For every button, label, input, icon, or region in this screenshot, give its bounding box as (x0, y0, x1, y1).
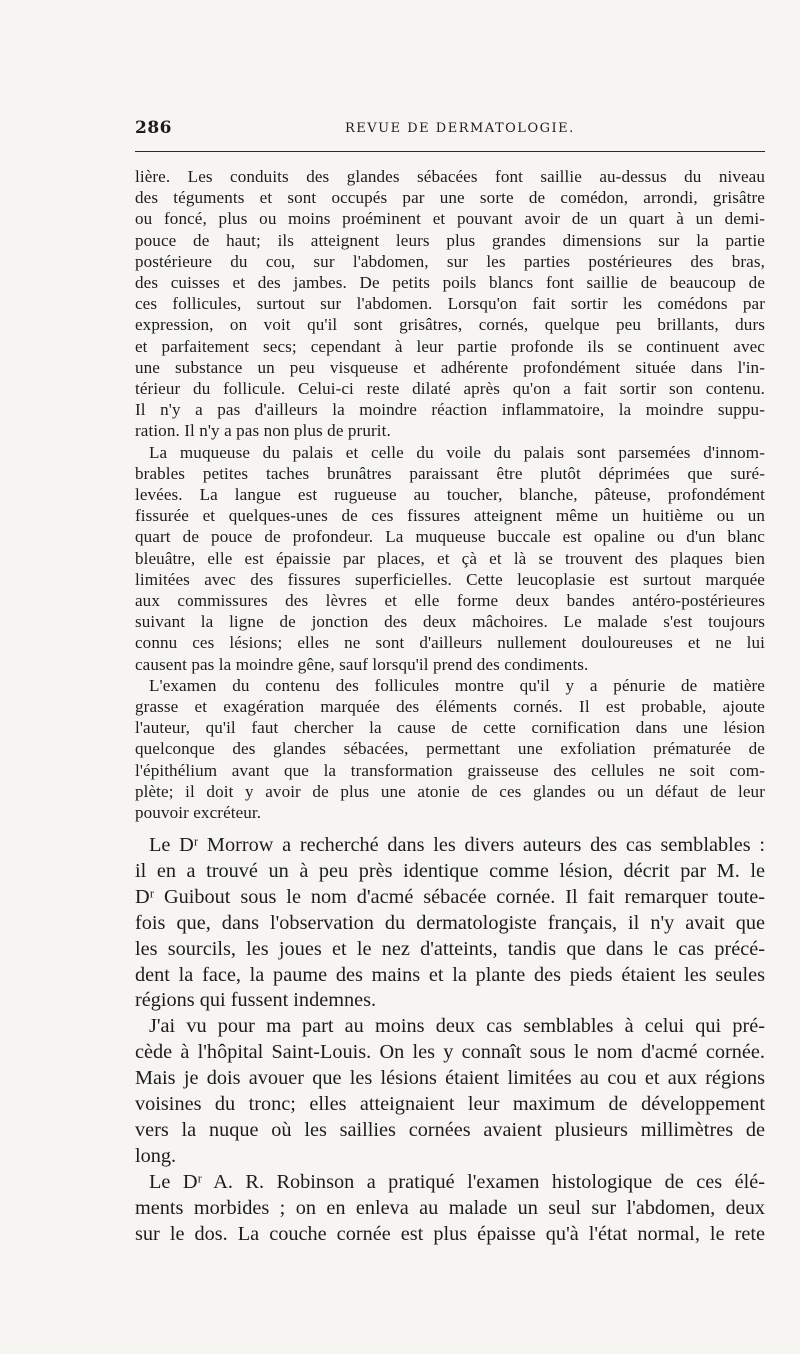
running-title: REVUE DE DERMATOLOGIE. (345, 121, 575, 136)
text-line: grasse et exagération marquée des éléments cornés. Il est probable, ajoute (135, 697, 765, 717)
text-line: Mais je dois avouer que les lésions étaient limitées au cou et aux régions (135, 1067, 765, 1090)
text-line: une substance un peu visqueuse et adhérente profondément située dans l'in- (135, 357, 765, 377)
text-line: dent la face, la paume des mains et la plante des pieds étaient les seules (135, 963, 765, 986)
text-line: pouce de haut; ils atteignent leurs plus grandes dimensions sur la partie (135, 230, 765, 250)
small-print-section (135, 166, 765, 823)
text-line: causent pas la moindre gêne, sauf lorsqu'il prend des condiments. (135, 654, 589, 674)
text-line: levées. La langue est rugueuse au toucher, blanche, pâteuse, profondément (135, 485, 765, 505)
text-line: ou foncé, plus ou moins proéminent et pouvant avoir de un quart à un demi- (135, 209, 765, 229)
text-line: Dʳ Guibout sous le nom d'acmé sébacée cornée. Il fait remarquer toute- (135, 885, 765, 908)
text-line: bleuâtre, elle est épaissie par places, et çà et là se trouvent des plaques bien (135, 548, 765, 568)
paragraph-follicles (135, 166, 765, 442)
text-line: Le Dʳ A. R. Robinson a pratiqué l'examen histologique de ces élé- (149, 1170, 765, 1193)
text-line: térieur du follicule. Celui-ci reste dilaté après qu'on a fait sortir son contenu. (135, 379, 765, 399)
paragraph-robinson (135, 1170, 765, 1248)
text-line: cède à l'hôpital Saint-Louis. On les y connaît sous le nom d'acmé cornée. (135, 1041, 765, 1064)
text-line: limitées avec des fissures superficielles. Cette leucoplasie est surtout marquée (135, 569, 765, 589)
text-line: quart de pouce de profondeur. La muqueuse buccale est opaline ou d'un blanc (135, 527, 765, 547)
text-line: l'épithélium avant que la transformation graisseuse des cellules ne soit com- (135, 760, 765, 780)
text-line: quelconque des glandes sébacées, permettant une exfoliation prématurée de (135, 739, 765, 759)
text-line: Il n'y a pas d'ailleurs la moindre réaction inflammatoire, la moindre suppu- (135, 400, 765, 420)
text-line: ration. Il n'y a pas non plus de prurit. (135, 421, 391, 441)
text-line: vers la nuque où les saillies cornées avaient plusieurs millimètres de (135, 1118, 765, 1141)
text-line: La muqueuse du palais et celle du voile du palais sont parsemées d'innom- (149, 442, 765, 462)
text-line: ments morbides ; on en enleva au malade un seul sur l'abdomen, deux (135, 1196, 765, 1219)
page-number: 286 (135, 118, 172, 138)
text-line: brables petites taches brunâtres paraissant être plutôt déprimées que suré- (135, 463, 765, 483)
page-header (135, 118, 767, 140)
text-line: l'auteur, qu'il faut chercher la cause de cette cornification dans une lésion (135, 718, 765, 738)
text-line: suivant la ligne de jonction des deux mâchoires. Le malade s'est toujours (135, 612, 765, 632)
text-line: aux commissures des lèvres et elle forme deux bandes antéro-postérieures (135, 591, 765, 611)
text-line: fissurée et quelques-unes de ces fissures atteignent même un huitième ou un (135, 506, 765, 526)
text-line: voisines du tronc; elles atteignaient leur maximum de développement (135, 1093, 765, 1116)
text-line: sur le dos. La couche cornée est plus épaisse qu'à l'état normal, le rete (135, 1222, 765, 1245)
text-line: des cuisses et des jambes. De petits poils blancs font saillie de beaucoup de (135, 273, 765, 293)
text-line: J'ai vu pour ma part au moins deux cas semblables à celui qui pré- (149, 1015, 765, 1038)
text-line: L'examen du contenu des follicules montre qu'il y a pénurie de matière (149, 675, 765, 695)
text-line: expression, on voit qu'il sont grisâtres, cornés, quelque peu brillants, durs (135, 315, 765, 335)
text-line: fois que, dans l'observation du dermatologiste français, il n'y avait que (135, 911, 765, 934)
text-line: postérieure du cou, sur l'abdomen, sur les parties postérieures des bras, (135, 251, 765, 271)
text-line: pouvoir excréteur. (135, 803, 262, 823)
text-line: les sourcils, les joues et le nez d'atteints, tandis que dans le cas précé- (135, 937, 765, 960)
body-text-section (135, 833, 765, 1248)
text-line: ces follicules, surtout sur l'abdomen. Lorsqu'on fait sortir les comédons par (135, 294, 765, 314)
text-line: Le Dʳ Morrow a recherché dans les divers auteurs des cas semblables : (149, 834, 765, 856)
header-rule (135, 151, 765, 152)
text-line: des téguments et sont occupés par une sorte de comédon, arrondi, grisâtre (135, 188, 765, 208)
text-line: lière. Les conduits des glandes sébacées font saillie au-dessus du niveau (135, 167, 765, 186)
paragraph-saint-louis (135, 1014, 765, 1169)
text-line: connu ces lésions; elles ne sont d'ailleurs nullement douloureuses et ne lui (135, 633, 765, 653)
paragraph-mucosa (135, 442, 765, 675)
paragraph-morrow (135, 833, 765, 1014)
text-line: régions qui fussent indemnes. (135, 989, 377, 1012)
text-line: et parfaitement secs; cependant à leur partie profonde ils se continuent avec (135, 336, 765, 356)
paragraph-examination (135, 675, 765, 823)
text-line: plète; il doit y avoir de plus une atonie de ces glandes ou un défaut de leur (135, 781, 765, 801)
text-line: long. (135, 1144, 177, 1167)
text-line: il en a trouvé un à peu près identique comme lésion, décrit par M. le (135, 859, 765, 882)
